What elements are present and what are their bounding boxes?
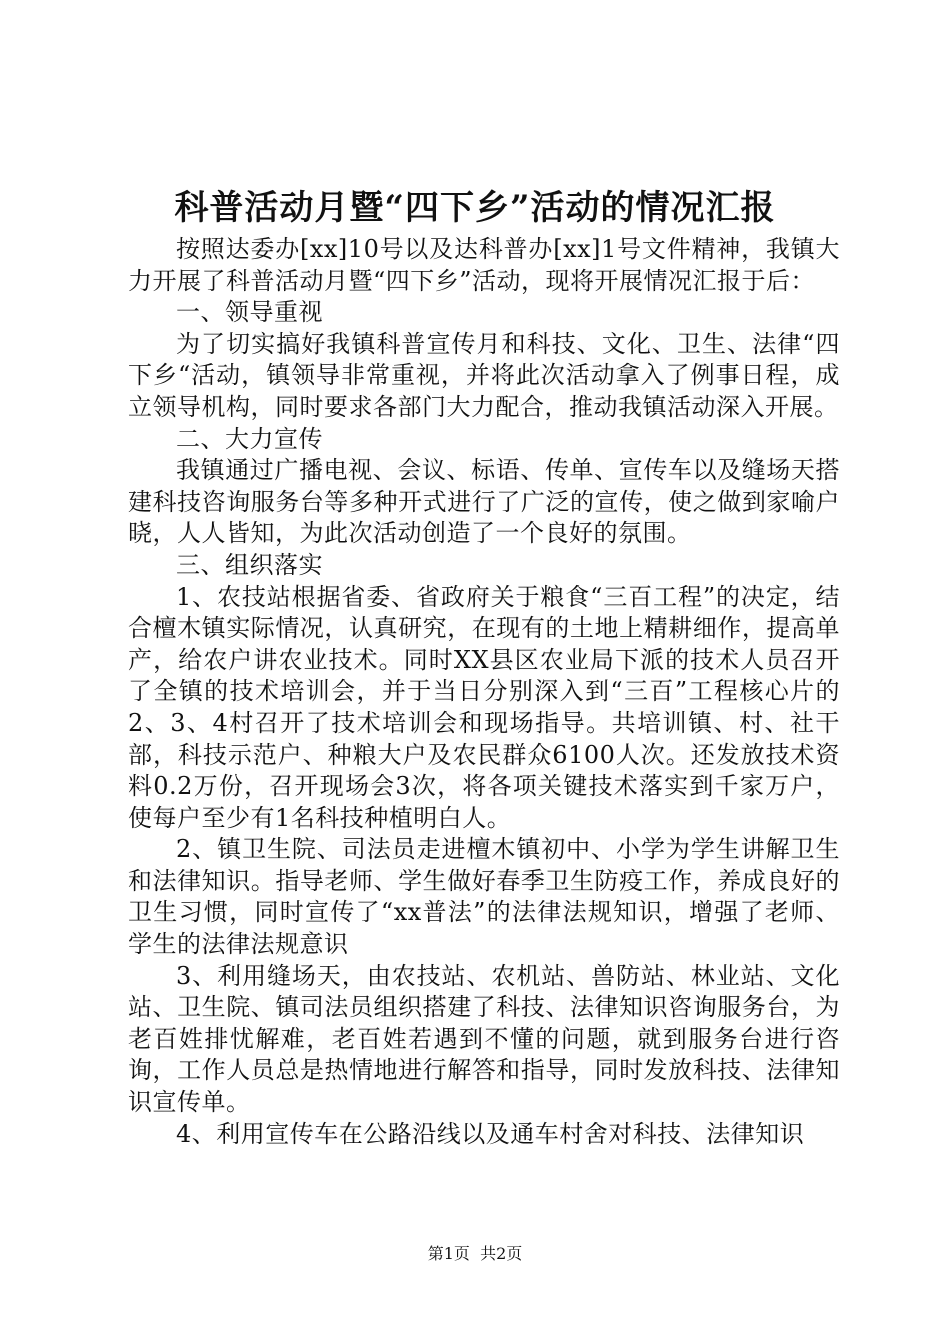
document-title: 科普活动月暨“四下乡”活动的情况汇报 (174, 188, 776, 228)
paragraph-item-2: 2、镇卫生院、司法员走进檀木镇初中、小学为学生讲解卫生和法律知识。指导老师、学生做好春季卫生防疫工作，养成良好的卫生习惯，同时宣传了“xx普法”的法律法规知识，增强了老师、学生的法律法规意识 (128, 835, 840, 959)
page-number: 第1页 (427, 1244, 470, 1263)
paragraph-item-4: 4、利用宣传车在公路沿线以及通车村舍对科技、法律知识 (176, 1119, 805, 1148)
document-body (128, 234, 840, 1150)
paragraph-item-3: 3、利用缝场天，由农技站、农机站、兽防站、林业站、文化站、卫生院、镇司法员组织搭建了科技、法律知识咨询服务台，为老百姓排忧解难，老百姓若遇到不懂的问题，就到服务台进行咨询，工作人员总是热情地进行解答和指导，同时发放科技、法律知识宣传单。 (128, 961, 840, 1117)
section-heading-leadership: 一、领导重视 (176, 298, 323, 327)
paragraph-item-1: 1、农技站根据省委、省政府关于粮食“三百工程”的决定，结合檀木镇实际情况，认真研究，在现有的土地上精耕细作，提高单产，给农户讲农业技术。同时XX县区农业局下派的技术人员召开了全镇的技术培训会，并于当日分别深入到“三百”工程核心片的2、3、4村召开了技术培训会和现场指导。共培训镇、村、社干部，科技示范户、种粮大户及农民群众6100人次。还发放技术资料0.2万份，召开现场会3次，将各项关键技术落实到千家万户，使每户至少有1名科技种植明白人。 (128, 582, 840, 832)
section-heading-implementation: 三、组织落实 (176, 550, 323, 579)
section-heading-publicity: 二、大力宣传 (176, 424, 323, 453)
intro-paragraph: 按照达委办[xx]10号以及达科普办[xx]1号文件精神，我镇大力开展了科普活动月暨“四下乡”活动，现将开展情况汇报于后： (128, 235, 840, 295)
page-total: 共2页 (480, 1244, 523, 1263)
paragraph-publicity: 我镇通过广播电视、会议、标语、传单、宣传车以及缝场天搭建科技咨询服务台等多种开式进行了广泛的宣传，使之做到家喻户晓，人人皆知，为此次活动创造了一个良好的氛围。 (128, 456, 840, 548)
page-footer (0, 1244, 950, 1264)
paragraph-leadership: 为了切实搞好我镇科普宣传月和科技、文化、卫生、法律“四下乡“活动，镇领导非常重视，并将此次活动拿入了例事日程，成立领导机构，同时要求各部门大力配合，推动我镇活动深入开展。 (128, 329, 840, 421)
